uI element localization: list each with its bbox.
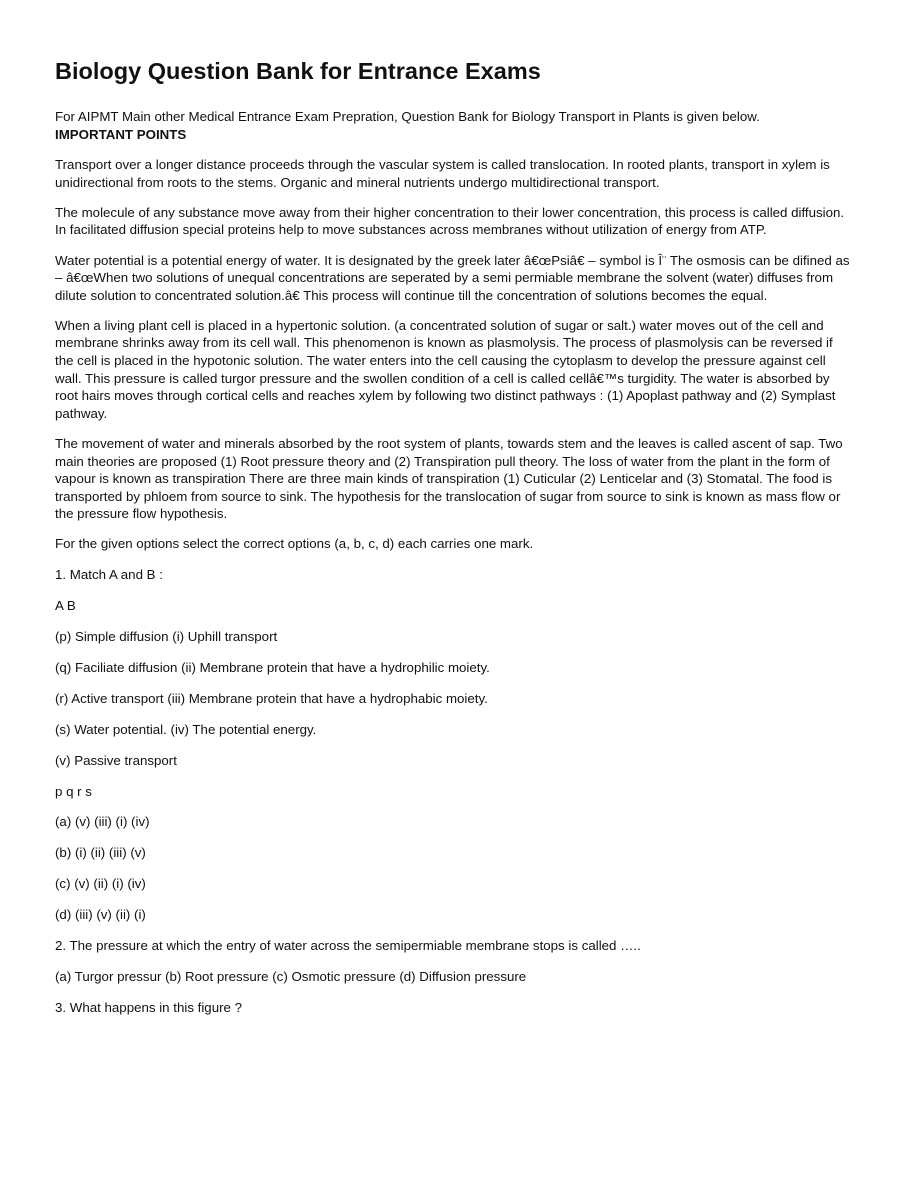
match-columns-header: A B <box>55 598 76 614</box>
important-points-heading: IMPORTANT POINTS <box>55 126 187 142</box>
paragraph-plasmolysis: When a living plant cell is placed in a hypertonic solution. (a concentrated solution of sugar or salt.) water moves out of the cell and membrane shrinks away from its cell wall. This phenomenon is known as plasmolysis. The process of plasmolysis can be reversed if the cell is placed in the hypotonic solution. The water enters into the cell causing the cytoplasm to develop the pressure against cell wall. This pressure is called turgor pressure and the swollen condition of a cell is called cellâ€™s turgidity. The water is absorbed by root hairs moves through cortical cells and reaches xylem by following two distinct pathways : (1) Apoplast pathway and (2) Symplast pathway. <box>55 317 836 421</box>
question-2: 2. The pressure at which the entry of water across the semipermiable membrane stops is called ….. <box>55 937 641 953</box>
match-row-p: (p) Simple diffusion (i) Uphill transport <box>55 629 278 645</box>
page-title: Biology Question Bank for Entrance Exams <box>55 58 541 84</box>
question-3: 3. What happens in this figure ? <box>55 999 243 1015</box>
match-row-s: (s) Water potential. (iv) The potential energy. <box>55 721 317 737</box>
option-d: (d) (iii) (v) (ii) (i) <box>55 907 146 923</box>
option-a: (a) (v) (iii) (i) (iv) <box>55 814 150 830</box>
instructions-line: For the given options select the correct options (a, b, c, d) each carries one mark. <box>55 536 534 552</box>
paragraph-ascent-of-sap: The movement of water and minerals absorbed by the root system of plants, towards stem and the leaves is called ascent of sap. Two main theories are proposed (1) Root pressure theory and (2) Transpiration pull theory. The loss of water from the plant in the form of vapour is known as transpiration There are three main kinds of transpiration (1) Cuticular (2) Lenticelar and (3) Stomatal. The food is transported by phloem from source to sink. The hypothesis for the translocation of sugar from source to sink is known as mass flow or the pressure flow hypothesis. <box>55 435 843 522</box>
match-row-q: (q) Faciliate diffusion (ii) Membrane protein that have a hydrophilic moiety. <box>55 659 490 675</box>
document-page <box>55 56 850 1030</box>
paragraph-diffusion: The molecule of any substance move away from their higher concentration to their lower concentration, this process is called diffusion. In facilitated diffusion special proteins help to move substances across membranes without utilization of energy from ATP. <box>55 204 845 238</box>
match-row-r: (r) Active transport (iii) Membrane protein that have a hydrophabic moiety. <box>55 690 488 706</box>
option-c: (c) (v) (ii) (i) (iv) <box>55 876 146 892</box>
paragraph-translocation: Transport over a longer distance proceeds through the vascular system is called translocation. In rooted plants, transport in xylem is unidirectional from roots to the stems. Organic and mineral nutrients undergo multidirectional transport. <box>55 157 830 190</box>
question-1-heading: 1. Match A and B : <box>55 567 163 583</box>
match-row-v: (v) Passive transport <box>55 752 177 768</box>
question-2-options: (a) Turgor pressur (b) Root pressure (c) Osmotic pressure (d) Diffusion pressure <box>55 968 527 984</box>
intro-text: For AIPMT Main other Medical Entrance Exam Prepration, Question Bank for Biology Transport in Plants is given below. <box>55 109 760 124</box>
answer-key-header: p q r s <box>55 783 92 799</box>
option-b: (b) (i) (ii) (iii) (v) <box>55 845 146 861</box>
paragraph-water-potential: Water potential is a potential energy of water. It is designated by the greek later â€œPsiâ€ – symbol is Î¨ The osmosis can be difined as – â€œWhen two solutions of unequal concentrations are seperated by a semi permiable membrane the solvent (water) diffuses from dilute solution to concentrated solution.â€ This process will continue till the concentration of solutions becomes the equal. <box>55 252 850 303</box>
